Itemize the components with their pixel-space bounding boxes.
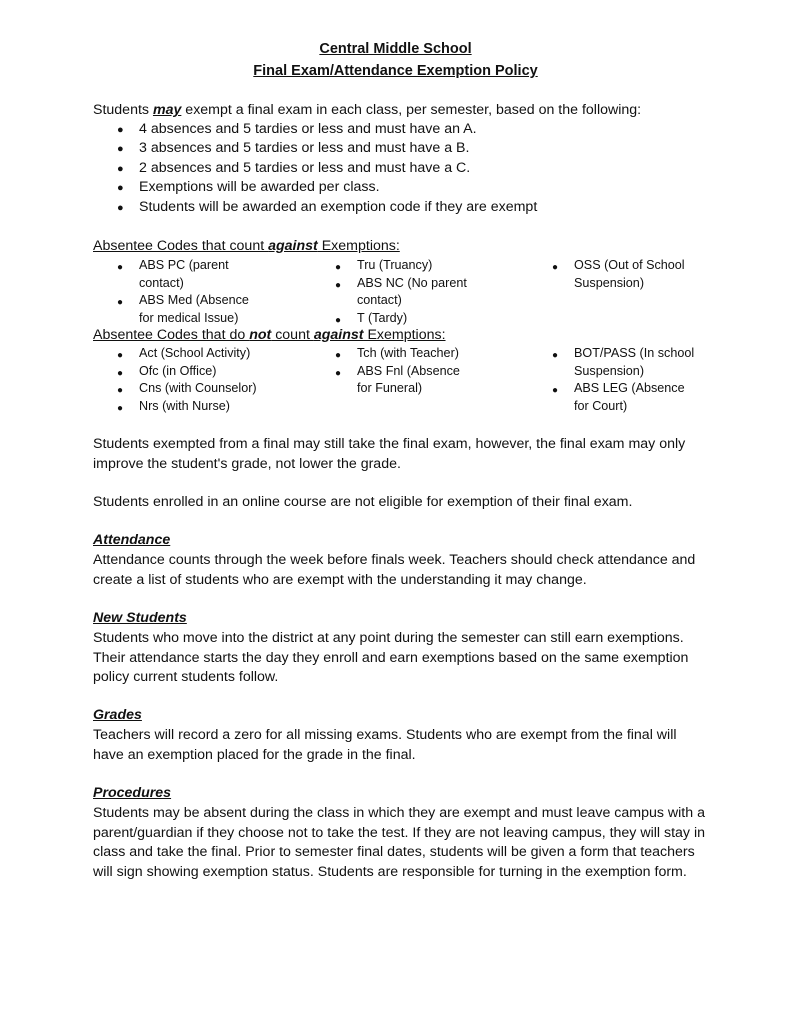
code-item-cont: Suspension) xyxy=(574,364,645,378)
bullet-icon: ● xyxy=(117,350,124,361)
codes-against-suffix: Exemptions: xyxy=(317,238,400,254)
code-item: Tru (Truancy) xyxy=(357,258,433,272)
criteria-item: 4 absences and 5 tardies or less and must have an A. xyxy=(139,121,477,137)
code-item: ABS Fnl (Absence xyxy=(357,364,460,378)
policy-title: Final Exam/Attendance Exemption Policy xyxy=(253,63,538,79)
bullet-icon: ● xyxy=(552,262,559,273)
code-item: ABS PC (parent xyxy=(139,258,229,272)
intro-emphasis: may xyxy=(152,102,182,118)
bullet-icon: ● xyxy=(335,315,342,326)
codes-not-suffix: Exemptions: xyxy=(363,327,446,343)
bullet-icon: ● xyxy=(335,280,342,291)
codes-not-middle: count xyxy=(271,327,314,343)
procedures-body: Students may be absent during the class in which they are exempt and must leave campus with a parent/guardian if they choose not to take the test. If they are not leaving campus, they will stay in class and take the final. Prior to semester final dates, students will be given a form that teachers will sign showing exemption status. Students are responsible for turning in the exemption form. xyxy=(93,805,705,880)
code-item-cont: for Court) xyxy=(574,399,628,413)
grades-heading: Grades xyxy=(93,707,142,723)
attendance-heading: Attendance xyxy=(93,532,171,548)
criteria-item: Students will be awarded an exemption code if they are exempt xyxy=(139,199,538,215)
code-item: ABS NC (No parent xyxy=(357,276,467,290)
bullet-icon: ● xyxy=(117,202,124,214)
code-item-cont: for medical Issue) xyxy=(139,311,239,325)
code-item-cont: contact) xyxy=(357,293,402,307)
bullet-icon: ● xyxy=(552,385,559,396)
code-item: Tch (with Teacher) xyxy=(357,346,459,360)
codes-against-heading xyxy=(93,238,400,254)
bullet-icon: ● xyxy=(117,368,124,379)
criteria-item: 3 absences and 5 tardies or less and must have a B. xyxy=(139,140,470,156)
online-paragraph: Students enrolled in an online course are not eligible for exemption of their final exam. xyxy=(93,494,633,510)
school-title: Central Middle School xyxy=(319,41,472,57)
code-item: T (Tardy) xyxy=(357,311,408,325)
bullet-icon: ● xyxy=(117,182,124,194)
code-item: Ofc (in Office) xyxy=(139,364,217,378)
new-students-heading: New Students xyxy=(93,610,187,626)
code-item: OSS (Out of School xyxy=(574,258,685,272)
exempted-paragraph: Students exempted from a final may still take the final exam, however, the final exam may only improve the student's grade, not lower the grade. xyxy=(93,436,686,472)
bullet-icon: ● xyxy=(335,262,342,273)
grades-body: Teachers will record a zero for all missing exams. Students who are exempt from the final will have an exemption placed for the grade in the final. xyxy=(93,727,677,763)
code-item: ABS LEG (Absence xyxy=(574,381,685,395)
bullet-icon: ● xyxy=(335,350,342,361)
bullet-icon: ● xyxy=(117,163,124,175)
code-item: BOT/PASS (In school xyxy=(574,346,695,360)
codes-not-against-heading xyxy=(93,327,446,343)
intro-text-after: exempt a final exam in each class, per semester, based on the following: xyxy=(181,102,642,118)
codes-against-emphasis: against xyxy=(268,238,318,254)
procedures-heading: Procedures xyxy=(93,785,172,801)
intro-text-before: Students xyxy=(93,102,153,118)
bullet-icon: ● xyxy=(335,368,342,379)
new-students-body: Students who move into the district at any point during the semester can still earn exemptions. Their attendance starts the day they enroll and earn exemptions based on the same exemption policy current students follow. xyxy=(93,630,689,685)
bullet-icon: ● xyxy=(117,262,124,273)
bullet-icon: ● xyxy=(117,297,124,308)
codes-not-against-emphasis: against xyxy=(313,327,364,343)
code-item: Nrs (with Nurse) xyxy=(139,399,230,413)
code-item-cont: Suspension) xyxy=(574,276,645,290)
criteria-item: Exemptions will be awarded per class. xyxy=(139,179,380,195)
codes-against-prefix: Absentee Codes that count xyxy=(93,238,269,254)
code-item-cont: for Funeral) xyxy=(357,381,423,395)
codes-not-emphasis: not xyxy=(249,327,272,343)
codes-not-prefix: Absentee Codes that do xyxy=(93,327,250,343)
bullet-icon: ● xyxy=(552,350,559,361)
code-item-cont: contact) xyxy=(139,276,184,290)
bullet-icon: ● xyxy=(117,124,124,136)
criteria-item: 2 absences and 5 tardies or less and must have a C. xyxy=(139,160,471,176)
bullet-icon: ● xyxy=(117,403,124,414)
attendance-body: Attendance counts through the week before finals week. Teachers should check attendance and create a list of students who are exempt with the understanding it may change. xyxy=(93,552,696,588)
intro-line xyxy=(93,102,641,118)
bullet-icon: ● xyxy=(117,385,124,396)
code-item: Cns (with Counselor) xyxy=(139,381,257,395)
bullet-icon: ● xyxy=(117,143,124,155)
code-item: Act (School Activity) xyxy=(139,346,251,360)
code-item: ABS Med (Absence xyxy=(139,293,249,307)
